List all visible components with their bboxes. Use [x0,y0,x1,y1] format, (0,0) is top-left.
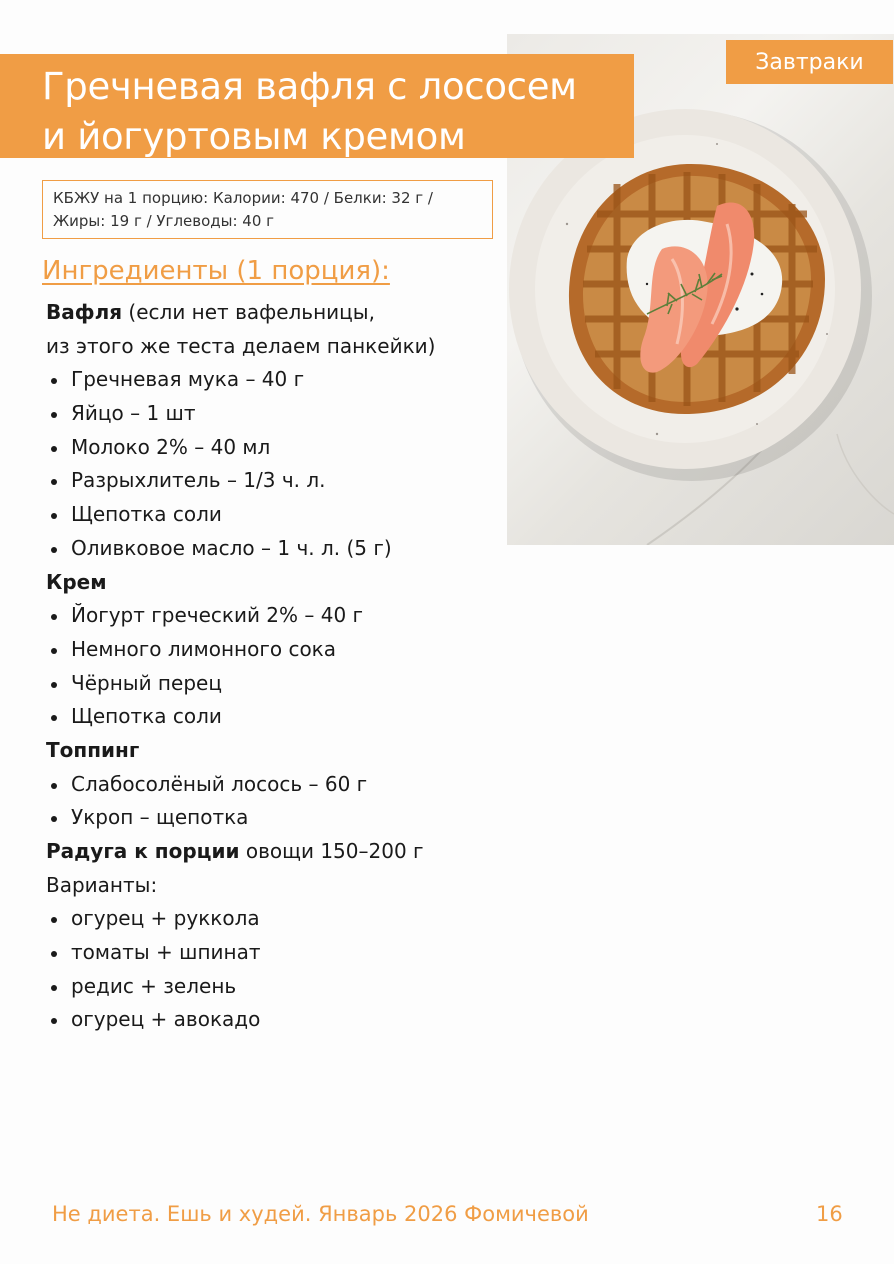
footer-text: Не диета. Ешь и худей. Январь 2026 Фомичевой [52,1202,589,1226]
list-item: Слабосолёный лосось – 60 г [46,768,506,802]
rainbow-line [46,835,506,869]
list-item: Молоко 2% – 40 мл [46,431,506,465]
category-badge: Завтраки [726,40,893,84]
recipe-title-line2: и йогуртовым кремом [42,115,466,158]
list-item: Оливковое масло – 1 ч. л. (5 г) [46,532,506,566]
nutrition-line1: КБЖУ на 1 порцию: Калории: 470 / Белки: 32 г / [53,189,433,207]
nutrition-line2: Жиры: 19 г / Углеводы: 40 г [53,212,275,230]
list-item: Гречневая мука – 40 г [46,363,506,397]
ingredients-title: Ингредиенты (1 порция): [42,256,390,286]
waffle-heading-line [46,296,506,330]
waffle-note-line2: из этого же теста делаем панкейки) [46,333,436,358]
list-item: Яйцо – 1 шт [46,397,506,431]
recipe-title [42,62,632,162]
list-item: редис + зелень [46,970,506,1004]
page-number: 16 [816,1202,843,1226]
waffle-note: (если нет вафельницы, [122,300,375,324]
list-item: огурец + авокадо [46,1003,506,1037]
rainbow-heading: Радуга к порции [46,839,240,863]
topping-heading: Топпинг [46,737,140,762]
list-item: Йогурт греческий 2% – 40 г [46,599,506,633]
list-item: огурец + руккола [46,902,506,936]
waffle-heading: Вафля [46,300,123,324]
list-item: Укроп – щепотка [46,801,506,835]
recipe-title-line1: Гречневая вафля с лососем [42,65,577,108]
list-item: Щепотка соли [46,700,506,734]
list-item: Немного лимонного сока [46,633,506,667]
list-item: Щепотка соли [46,498,506,532]
ingredients-list [46,296,506,1037]
list-item: Разрыхлитель – 1/3 ч. л. [46,464,506,498]
list-item: Чёрный перец [46,667,506,701]
variants-label: Варианты: [46,872,158,897]
rainbow-text: овощи 150–200 г [239,839,424,863]
cream-heading: Крем [46,569,107,594]
nutrition-box [42,180,493,239]
list-item: томаты + шпинат [46,936,506,970]
